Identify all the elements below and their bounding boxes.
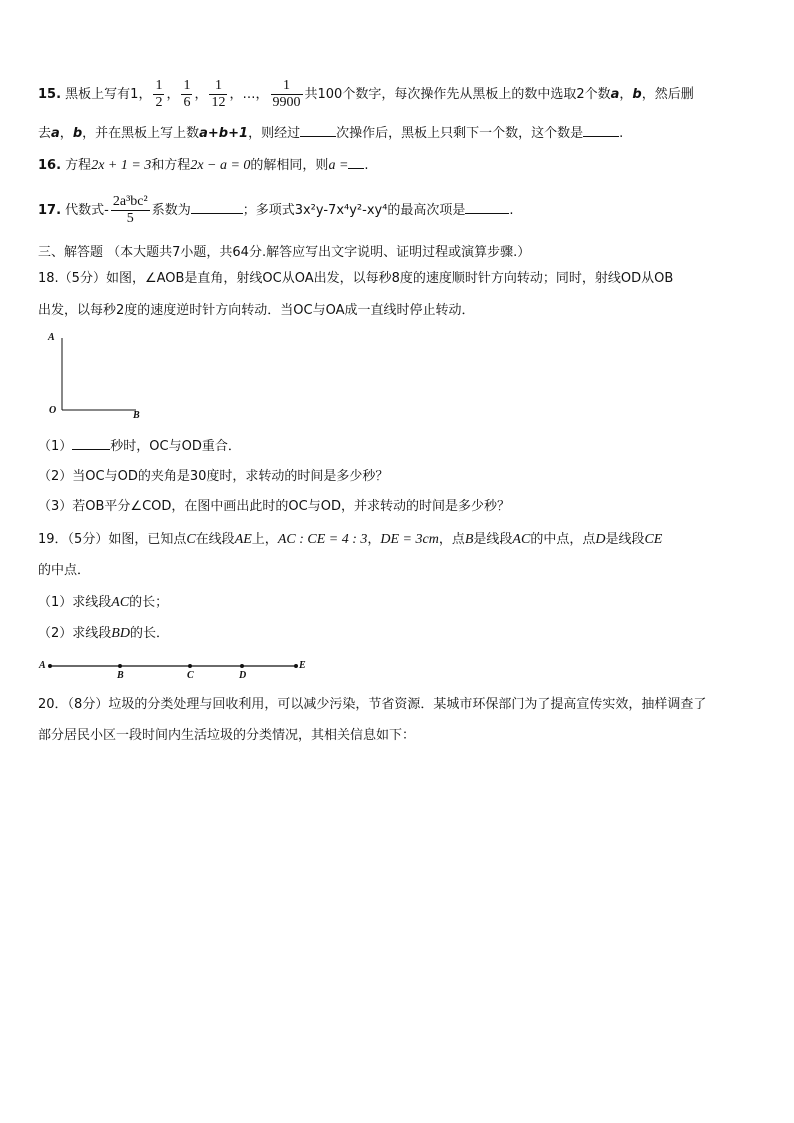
label-point-b: B [117,670,124,681]
q19-de: DE = 3cm [380,532,439,547]
q15-expr: a+b+1 [199,126,249,141]
q15-frac-3: $\frac{1}{12}$ [211,78,226,110]
q17-blank-1[interactable] [191,201,243,214]
q17-line: 17. 代数式- $\frac{\text{2a³bc²}}{5}$ 系数为 ；多项式3x²y-7x⁴y²-xy⁴的最高次项是 . [38,194,514,226]
q16-number: 16. [38,158,62,173]
q15-blank-1[interactable] [300,124,336,137]
q15-text2: 共100个数字，每次操作先从黑板上的数中选取2个数 [304,87,611,102]
q19-sub1: （1）求线段AC的长； [38,595,169,610]
q19-sub2: （2）求线段BD的长． [38,626,169,641]
q18-sub2: （2）当OC与OD的夹角是30度时，求转动的时间是多少秒？ [38,469,389,484]
q18-line1: 18.（5分）如图，∠AOB是直角，射线OC从OA出发，以每秒8度的速度顺时针方向转动；同时，射线OD从OB [38,271,674,286]
q18-sub3: （3）若OB平分∠COD，在图中画出此时的OC与OD，并求转动的时间是多少秒？ [38,499,510,514]
q17-frac: $\frac{\text{2a³bc²}}{5}$ [112,194,148,226]
q16-line: 16. 方程2x + 1 = 3和方程2x − a = 0的解相同，则a = . [38,158,369,173]
q15-text1: 黑板上写有1， [65,87,152,102]
q20-line2: 部分居民小区一段时间内生活垃圾的分类情况，其相关信息如下： [38,728,416,743]
label-point-d: D [239,670,247,681]
q15-ellipsis: …， [242,87,269,102]
q16-eq1: 2x + 1 = 3 [91,158,152,173]
label-b: B [133,410,140,421]
q19-segment-figure [36,656,316,686]
point-a [48,664,52,668]
label-a: A [48,332,55,343]
q15-line1: 15. 黑板上写有1， $\frac{1}{2}$ ， $\frac{1}{6}$ ， $\frac{1}{12}$ ，…， $\frac{1}{9900}$ 共100个数字，每次操作先从黑板上的数中选取2个数a，b，然后删 [38,78,694,110]
q19-line1: 19．（5分）如图，已知点C在线段AE上，AC : CE = 4 : 3，DE = 3cm，点B是线段AC的中点，点D是线段CE [38,532,663,547]
q15-number: 15. [38,87,62,102]
label-o: O [49,405,57,416]
q17-number: 17. [38,203,62,218]
q18-blank[interactable] [72,437,110,450]
point-d [240,664,244,668]
q17-blank-2[interactable] [465,201,509,214]
q15-frac-1: $\frac{1}{2}$ [155,78,163,110]
q15-blank-2[interactable] [583,124,619,137]
q16-eq2: 2x − a = 0 [190,158,251,173]
point-b [118,664,122,668]
point-c [188,664,192,668]
q19-ratio: AC : CE = 4 : 3 [277,532,368,547]
section-heading: 三、解答题 （本大题共7小题，共64分.解答应写出文字说明、证明过程或演算步骤.） [38,245,531,260]
label-point-a: A [39,660,46,671]
label-point-e: E [299,660,306,671]
q15-line2: 去a，b，并在黑板上写上数a+b+1，则经过 次操作后，黑板上只剩下一个数，这个数是 . [38,126,624,141]
q15-frac-4: $\frac{1}{9900}$ [272,78,301,110]
q19-line2: 的中点． [38,563,91,578]
point-e [294,664,298,668]
label-point-c: C [187,670,194,681]
q15-text3: ，然后删 [641,87,694,102]
q16-blank[interactable] [348,156,364,169]
q18-line2: 出发，以每秒2度的速度逆时针方向转动．当OC与OA成一直线时停止转动． [38,303,475,318]
q15-frac-2: $\frac{1}{6}$ [183,78,191,110]
q20-line1: 20．（8分）垃圾的分类处理与回收利用，可以减少污染，节省资源．某城市环保部门为了提高宣传实效，抽样调查了 [38,697,707,712]
q18-sub1: （1） 秒时，OC与OD重合． [38,439,241,454]
